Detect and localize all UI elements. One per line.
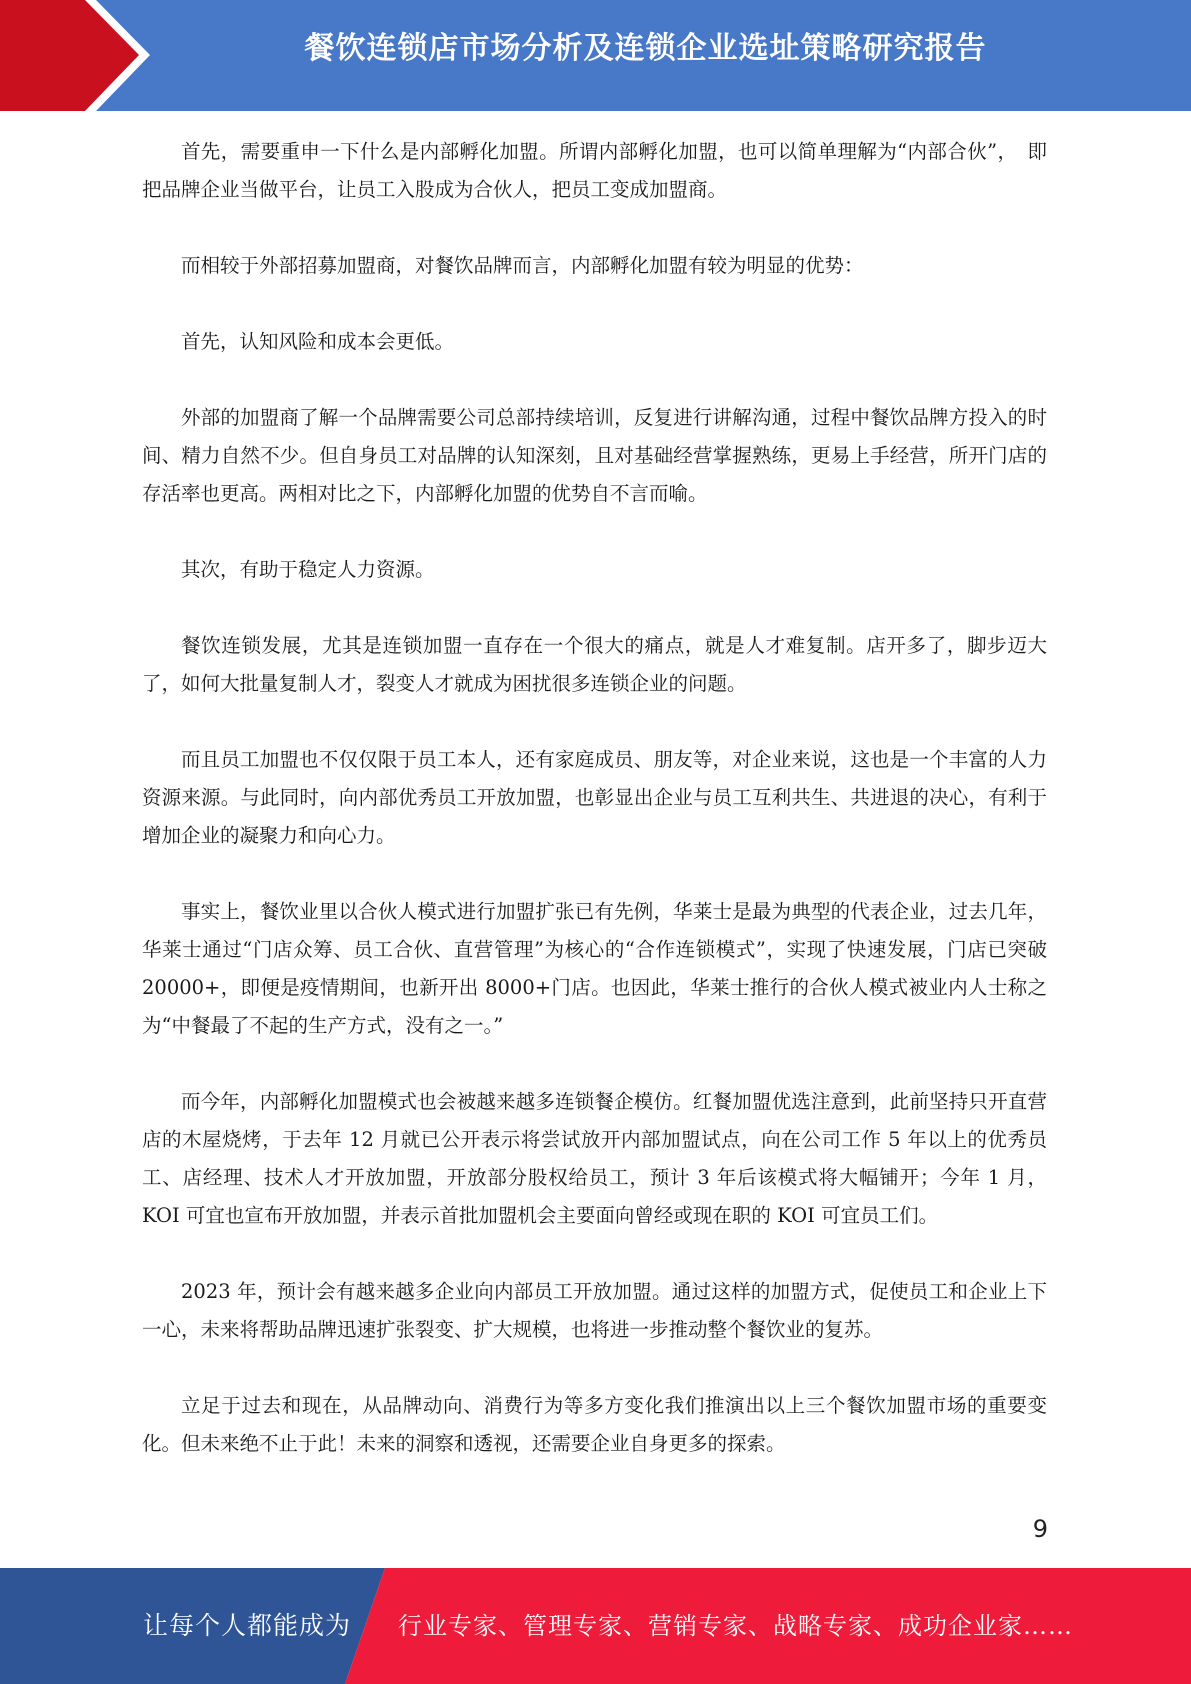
- paragraph-incubation-definition: 首先，需要重申一下什么是内部孵化加盟。所谓内部孵化加盟，也可以简单理解为“内部合伙”， 即把品牌企业当做平台，让员工入股成为合伙人，把员工变成加盟商。: [142, 140, 1047, 201]
- footer-slogan-left: 让每个人都能成为: [143, 1611, 352, 1640]
- paragraph-point-lower-cost: 首先，认知风险和成本会更低。: [181, 330, 455, 353]
- paragraph-family-members: 而且员工加盟也不仅仅限于员工本人，还有家庭成员、朋友等，对企业来说，这也是一个丰富的人力资源来源。与此同时，向内部优秀员工开放加盟，也彰显出企业与员工互利共生、共进退的决心，有利于增加企业的凝聚力和向心力。: [142, 748, 1047, 847]
- paragraph-wallace-example: 事实上，餐饮业里以合伙人模式进行加盟扩张已有先例，华莱士是最为典型的代表企业，过去几年，华莱士通过“门店众筹、员工合伙、直营管理”为核心的“合作连锁模式”，实现了快速发展，门店已突破 20000+，即便是疫情期间，也新开出 8000+门店。也因此，华莱士推行的合伙人模式被业内人士称之为“中餐最了不起的生产方式，没有之一。”: [142, 900, 1047, 1037]
- body-content: [142, 133, 1047, 1501]
- paragraph-this-year-trend: 而今年，内部孵化加盟模式也会被越来越多连锁餐企模仿。红餐加盟优选注意到，此前坚持只开直营店的木屋烧烤，于去年 12 月就已公开表示将尝试放开内部加盟试点，向在公司工作 5 年以上的优秀员工、店经理、技术人才开放加盟，开放部分股权给员工，预计 3 年后该模式将大幅铺开；今年 1 月，KOI 可宜也宣布开放加盟，并表示首批加盟机会主要面向曾经或现在职的 KOI 可宜员工们。: [142, 1090, 1047, 1227]
- paragraph-advantages-intro: 而相较于外部招募加盟商，对餐饮品牌而言，内部孵化加盟有较为明显的优势：: [181, 254, 864, 277]
- header-arrow-red-shape: [0, 0, 139, 111]
- paragraph-conclusion: 立足于过去和现在，从品牌动向、消费行为等多方变化我们推演出以上三个餐饮加盟市场的重要变化。但未来绝不止于此！未来的洞察和透视，还需要企业自身更多的探索。: [142, 1394, 1047, 1455]
- footer-slogan-right: 行业专家、管理专家、营销专家、战略专家、成功企业家……: [398, 1612, 1073, 1640]
- paragraph-talent-pain-point: 餐饮连锁发展，尤其是连锁加盟一直存在一个很大的痛点，就是人才难复制。店开多了，脚步迈大了，如何大批量复制人才，裂变人才就成为困扰很多连锁企业的问题。: [142, 634, 1047, 695]
- header-arrow-decoration: [0, 0, 160, 111]
- page-header: [0, 0, 1191, 111]
- paragraph-point-stable-hr: 其次，有助于稳定人力资源。: [181, 558, 435, 581]
- report-title: 餐饮连锁店市场分析及连锁企业选址策略研究报告: [304, 31, 987, 66]
- paragraph-2023-outlook: 2023 年，预计会有越来越多企业向内部员工开放加盟。通过这样的加盟方式，促使员工和企业上下一心，未来将帮助品牌迅速扩张裂变、扩大规模，也将进一步推动整个餐饮业的复苏。: [142, 1280, 1047, 1341]
- page-footer: [0, 1568, 1191, 1684]
- paragraph-external-vs-internal: 外部的加盟商了解一个品牌需要公司总部持续培训，反复进行讲解沟通，过程中餐饮品牌方投入的时间、精力自然不少。但自身员工对品牌的认知深刻，且对基础经营掌握熟练，更易上手经营，所开门店的存活率也更高。两相对比之下，内部孵化加盟的优势自不言而喻。: [142, 406, 1047, 505]
- page-number: 9: [1032, 1515, 1048, 1543]
